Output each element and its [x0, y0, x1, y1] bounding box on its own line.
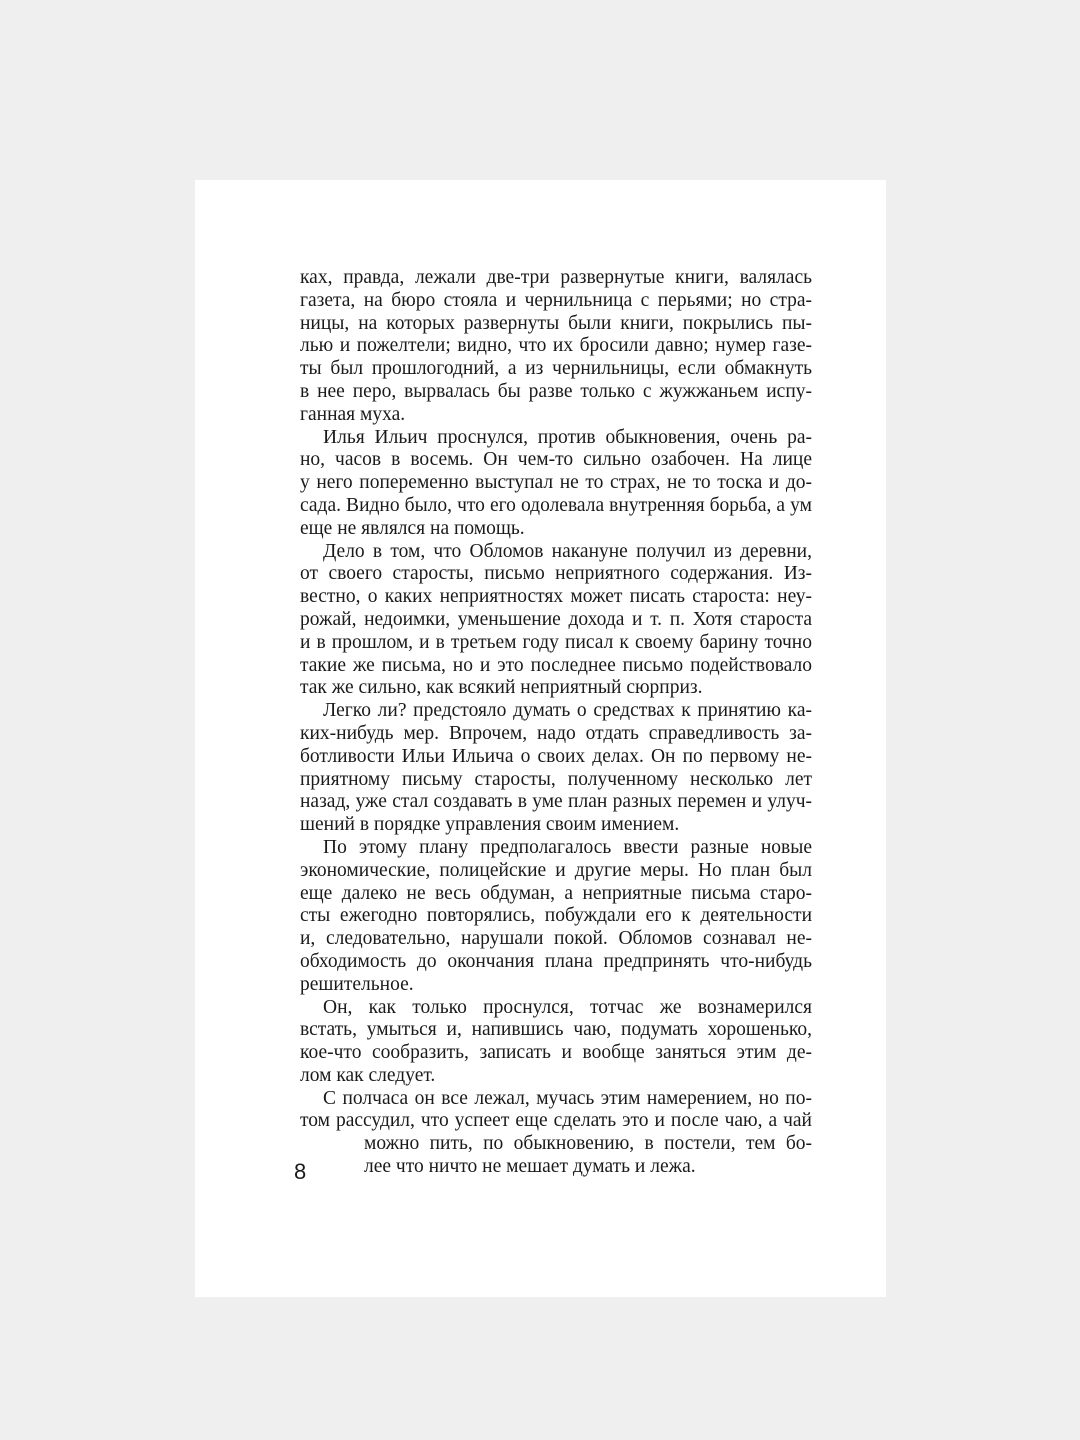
- text-line: шений в порядке управления своим имением.: [300, 814, 680, 836]
- text-line: встать, умыться и, напившись чаю, подумать хорошенько,: [300, 1019, 812, 1041]
- page-number: 8: [294, 1159, 307, 1184]
- text-line: Легко ли? предстояло думать о средствах к принятию ка-: [323, 700, 812, 722]
- text-line: сада. Видно было, что его одолевала внутренняя борьба, а ум: [300, 494, 812, 516]
- page-body-text: [300, 267, 812, 1179]
- text-line: газета, на бюро стояла и чернильница с перьями; но стра-: [300, 289, 812, 311]
- text-line: ты был прошлогодний, а из чернильницы, если обмакнуть: [300, 358, 812, 380]
- text-line: и, следовательно, нарушали покой. Обломов сознавал не-: [300, 928, 812, 950]
- text-line: у него попеременно выступал не то страх, не то тоска и до-: [300, 472, 812, 494]
- text-line: ках, правда, лежали две-три развернутые книги, валялась: [300, 267, 812, 288]
- text-line: и в прошлом, и в третьем году писал к своему барину точно: [300, 631, 812, 653]
- text-line: еще далеко не весь обдуман, а неприятные письма старо-: [300, 882, 812, 904]
- text-line: кое-что сообразить, записать и вообще заняться этим де-: [300, 1042, 812, 1064]
- text-line: ганная муха.: [300, 403, 406, 425]
- text-line: Дело в том, что Обломов накануне получил из деревни,: [323, 540, 812, 562]
- text-line: ницы, на которых развернуты были книги, покрылись пы-: [300, 312, 812, 334]
- text-line: ботливости Ильи Ильича о своих делах. Он по первому не-: [300, 745, 812, 767]
- text-line: такие же письма, но и это последнее письмо подействовало: [300, 654, 812, 676]
- text-line: том рассудил, что успеет еще сделать это и после чаю, а чай: [300, 1110, 812, 1132]
- text-line: назад, уже стал создавать в уме план разных перемен и улуч-: [300, 791, 812, 813]
- book-page: [195, 180, 886, 1297]
- text-line: приятному письму старосты, полученному несколько лет: [300, 768, 812, 790]
- text-line: сты ежегодно повторялись, побуждали его к деятельности: [300, 905, 812, 927]
- text-line: лью и пожелтели; видно, что их бросили давно; нумер газе-: [300, 335, 812, 357]
- text-line: от своего старосты, письмо неприятного содержания. Из-: [300, 563, 812, 585]
- text-line: обходимость до окончания плана предпринять что-нибудь: [300, 950, 812, 972]
- text-line: лом как следует.: [300, 1064, 436, 1086]
- text-line: С полчаса он все лежал, мучась этим намерением, но по-: [323, 1087, 812, 1109]
- text-line: По этому плану предполагалось ввести разные новые: [323, 836, 812, 858]
- text-line: так же сильно, как всякий неприятный сюрприз.: [300, 677, 703, 699]
- text-line: Он, как только проснулся, тотчас же вознамерился: [323, 996, 812, 1018]
- text-line: лее что ничто не мешает думать и лежа.: [364, 1156, 696, 1178]
- text-line: экономические, полицейские и другие меры. Но план был: [300, 859, 812, 881]
- text-line: вестно, о каких неприятностях может писать староста: неу-: [300, 586, 812, 608]
- text-line: рожай, недоимки, уменьшение дохода и т. п. Хотя староста: [300, 608, 812, 630]
- text-line: решительное.: [300, 973, 414, 995]
- text-line: еще не являлся на помощь.: [300, 517, 525, 539]
- text-line: но, часов в восемь. Он чем-то сильно озабочен. На лице: [300, 449, 812, 471]
- text-line: ких-нибудь мер. Впрочем, надо отдать справедливость за-: [300, 722, 812, 744]
- text-line: в нее перо, вырвалась бы разве только с жужжаньем испу-: [300, 380, 812, 402]
- text-line: можно пить, по обыкновению, в постели, тем бо-: [364, 1133, 812, 1155]
- text-line: Илья Ильич проснулся, против обыкновения, очень ра-: [323, 426, 812, 448]
